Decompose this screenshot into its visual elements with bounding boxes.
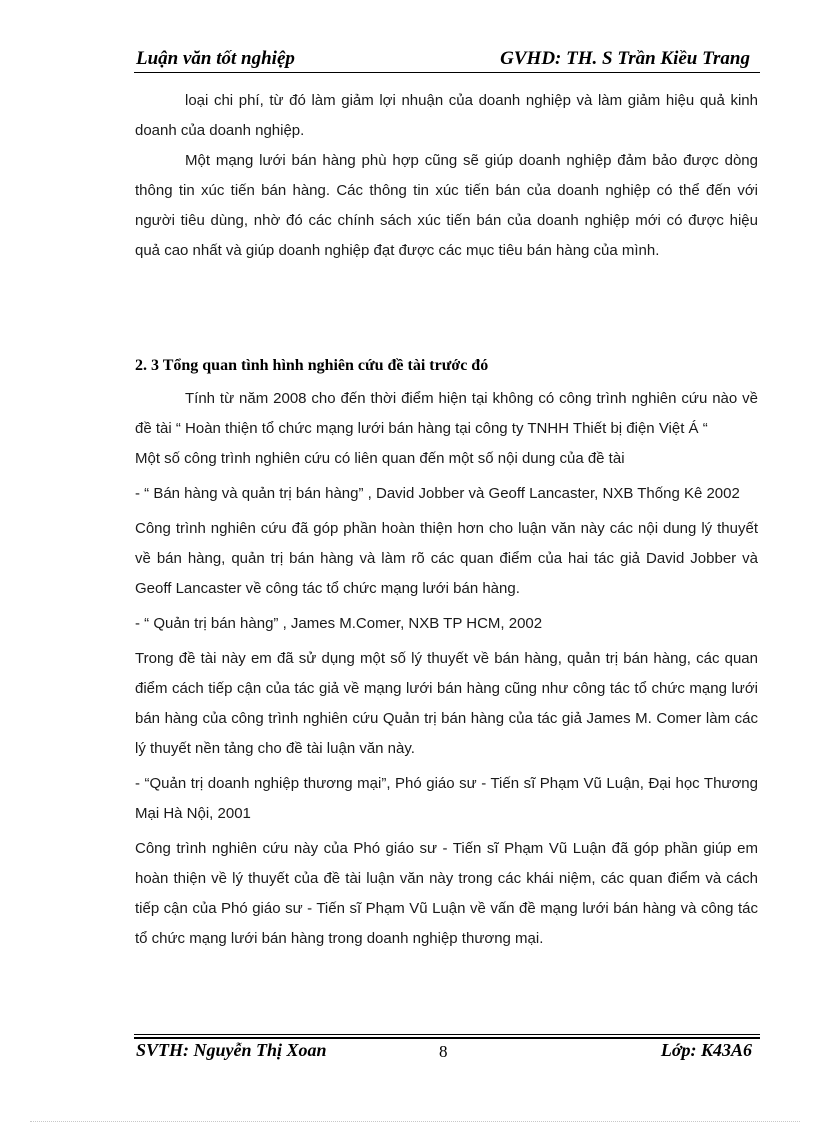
reference-3-description: Công trình nghiên cứu này của Phó giáo sư - Tiến sĩ Phạm Vũ Luận đã góp phần giúp em hoàn thiện về lý thuyết của đề tài luận văn này trong các khái niệm, các quan điểm và cách tiếp cận của Phó giáo sư - Tiến sĩ Phạm Vũ Luận về vấn đề mạng lưới bán hàng và công tác tổ chức mạng lưới bán hàng trong doanh nghiệp thương mại.: [135, 840, 758, 947]
reference-3: - “Quản trị doanh nghiệp thương mại”, Phó giáo sư - Tiến sĩ Phạm Vũ Luận, Đại học Thương Mại Hà Nội, 2001: [135, 775, 758, 822]
page-footer: [134, 1040, 760, 1066]
section-paragraph-2: Một số công trình nghiên cứu có liên quan đến một số nội dung của đề tài: [135, 450, 625, 467]
footer-rule-thin: [134, 1034, 760, 1035]
page-header: [134, 48, 760, 74]
section-block: [135, 384, 758, 954]
reference-2: - “ Quản trị bán hàng” , James M.Comer, NXB TP HCM, 2002: [135, 615, 543, 632]
reference-1-description: Công trình nghiên cứu đã góp phần hoàn thiện hơn cho luận văn này các nội dung lý thuyết về bán hàng, quản trị bán hàng và làm rõ các quan điểm của hai tác giả David Jobber và Geoff Lancaster về công tác tổ chức mạng lưới bán hàng.: [135, 520, 758, 597]
header-rule: [134, 72, 760, 73]
reference-1: - “ Bán hàng và quản trị bán hàng” , David Jobber và Geoff Lancaster, NXB Thống Kê 2002: [135, 485, 740, 502]
intro-paragraph-1: loại chi phí, từ đó làm giảm lợi nhuận của doanh nghiệp và làm giảm hiệu quả kinh doanh của doanh nghiệp.: [135, 92, 758, 139]
page-number: 8: [439, 1042, 448, 1061]
section-heading: 2. 3 Tổng quan tình hình nghiên cứu đề tài trước đó: [135, 357, 489, 374]
student-label: SVTH: Nguyễn Thị Xoan: [136, 1040, 327, 1060]
intro-block: [135, 86, 758, 266]
class-label: Lớp: K43A6: [660, 1040, 752, 1060]
reference-2-description: Trong đề tài này em đã sử dụng một số lý thuyết về bán hàng, quản trị bán hàng, các quan điểm cách tiếp cận của tác giả về mạng lưới bán hàng cũng như công tác tổ chức mạng lưới bán hàng của công trình nghiên cứu Quản trị bán hàng của tác giả James M. Comer làm các lý thuyết nền tảng cho đề tài luận văn này.: [135, 650, 758, 757]
intro-paragraph-2: Một mạng lưới bán hàng phù hợp cũng sẽ giúp doanh nghiệp đảm bảo được dòng thông tin xúc tiến bán hàng. Các thông tin xúc tiến bán của doanh nghiệp có thể đến với người tiêu dùng, nhờ đó các chính sách xúc tiến bán của doanh nghiệp mới có được hiệu quả cao nhất và giúp doanh nghiệp đạt được các mục tiêu bán hàng của mình.: [135, 152, 758, 259]
thesis-label: Luận văn tốt nghiệp: [136, 48, 295, 69]
page-bottom-edge: [30, 1121, 800, 1122]
advisor-label: GVHD: TH. S Trần Kiều Trang: [500, 48, 750, 69]
footer-rule-thick: [134, 1037, 760, 1039]
section-paragraph-1: Tính từ năm 2008 cho đến thời điểm hiện tại không có công trình nghiên cứu nào về đề tài “ Hoàn thiện tổ chức mạng lưới bán hàng tại công ty TNHH Thiết bị điện Việt Á “: [135, 390, 758, 437]
